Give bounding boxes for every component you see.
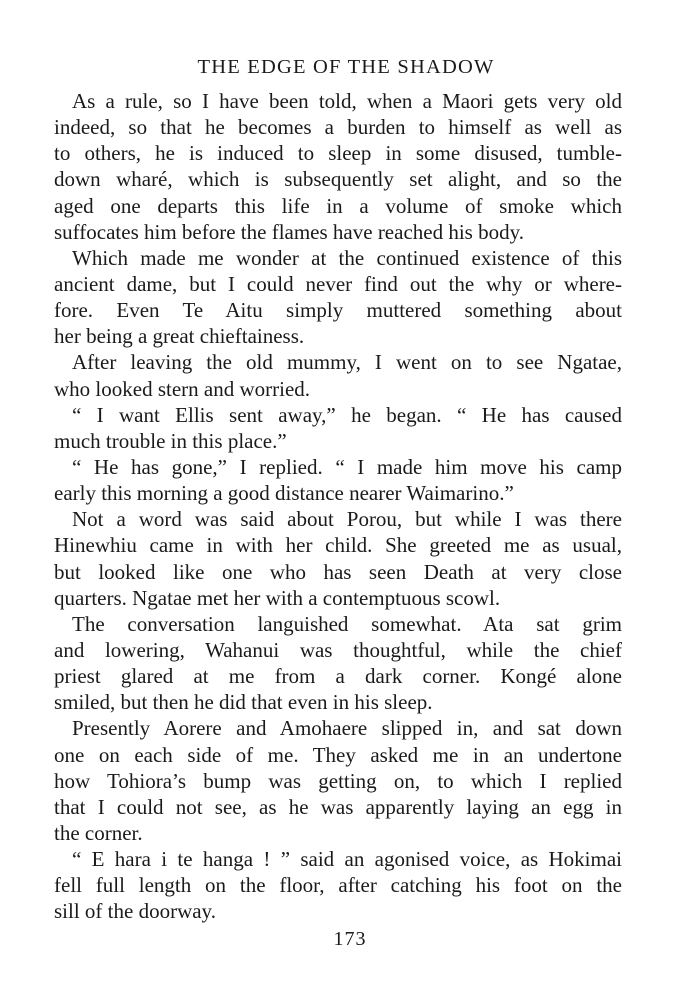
text-line: “ He has gone,” I replied. “ I made him move his camp xyxy=(72,454,622,479)
text-line: Not a word was said about Porou, but while I was there xyxy=(72,507,622,532)
text-line: After leaving the old mummy, I went on to see Ngatae, xyxy=(72,350,622,375)
text-line: who looked stern and worried. xyxy=(54,376,311,401)
text-line: Which made me wonder at the continued existence of this xyxy=(72,245,622,270)
text-line: Hinewhiu came in with her child. She greeted me as usual, xyxy=(54,533,622,558)
text-line: aged one departs this life in a volume of smoke which xyxy=(54,193,622,218)
body-text xyxy=(54,88,622,925)
text-line: early this morning a good distance nearer Waimarino.” xyxy=(54,481,514,506)
page-number: 173 xyxy=(333,928,367,950)
text-line: that I could not see, as he was apparently laying an egg in xyxy=(54,794,622,819)
text-line: fore. Even Te Aitu simply muttered something about xyxy=(54,298,622,323)
text-line: one on each side of me. They asked me in an undertone xyxy=(54,742,622,767)
text-line: smiled, but then he did that even in his sleep. xyxy=(54,690,433,715)
text-line: priest glared at me from a dark corner. Kongé alone xyxy=(54,664,622,689)
text-line: to others, he is induced to sleep in some disused, tumble- xyxy=(54,141,622,166)
text-line: the corner. xyxy=(54,820,143,845)
text-line: “ E hara i te hanga ! ” said an agonised voice, as Hokimai xyxy=(72,847,622,872)
text-line: her being a great chieftainess. xyxy=(54,324,305,349)
book-page xyxy=(54,52,622,925)
text-line: quarters. Ngatae met her with a contemptuous scowl. xyxy=(54,585,501,610)
text-line: As a rule, so I have been told, when a Maori gets very old xyxy=(72,89,622,113)
text-line: how Tohiora’s bump was getting on, to which I replied xyxy=(54,768,622,793)
text-line: suffocates him before the flames have reached his body. xyxy=(54,219,524,244)
text-line: fell full length on the floor, after catching his foot on the xyxy=(54,873,622,898)
text-line: The conversation languished somewhat. Ata sat grim xyxy=(72,611,622,636)
text-line: sill of the doorway. xyxy=(54,899,216,924)
running-head: THE EDGE OF THE SHADOW xyxy=(197,56,495,78)
text-line: “ I want Ellis sent away,” he began. “ He has caused xyxy=(72,402,622,427)
text-line: but looked like one who has seen Death at very close xyxy=(54,559,622,584)
text-line: down wharé, which is subsequently set alight, and so the xyxy=(54,167,622,192)
text-line: indeed, so that he becomes a burden to himself as well as xyxy=(54,115,622,140)
text-line: Presently Aorere and Amohaere slipped in, and sat down xyxy=(72,716,622,741)
text-line: and lowering, Wahanui was thoughtful, while the chief xyxy=(54,637,622,662)
text-line: much trouble in this place.” xyxy=(54,428,287,453)
text-line: ancient dame, but I could never find out the why or where- xyxy=(54,271,622,296)
